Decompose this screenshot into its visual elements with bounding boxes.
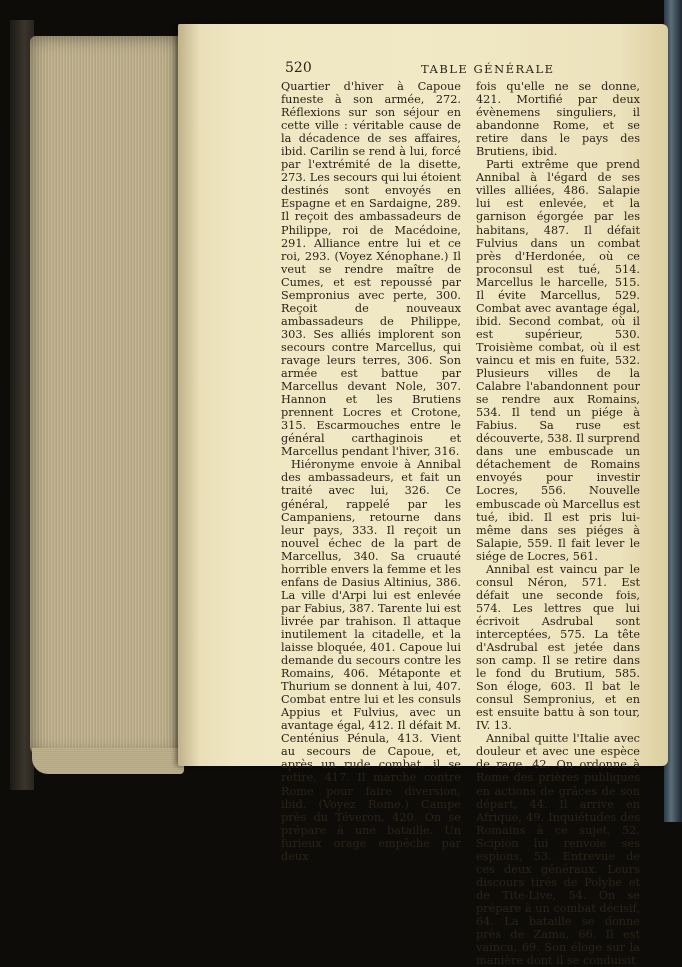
left-column xyxy=(281,80,461,863)
right-column xyxy=(476,80,640,967)
page-block-bottom xyxy=(32,748,184,774)
paragraph: Quartier d'hiver à Capoue funeste à son armée, 272. Réflexions sur son séjour en cette ville : véritable cause de la décadence de ses affaires, ibid. Carilin se rend à lui, forcé par l'extrémité de la disette, 273. Les secours qui lui étoient destinés sont envoyés en Espagne et en Sardaigne, 289. Il reçoit des ambassadeurs de Philippe, roi de Macédoine, 291. Alliance entre lui et ce roi, 293. (Voyez Xénophane.) Il veut se rendre maître de Cumes, et est repoussé par Sempronius avec perte, 300. Reçoit de nouveaux ambassadeurs de Philippe, 303. Ses alliés implorent son secours contre Marcellus, qui ravage leurs terres, 306. Son armée est battue par Marcellus devant Nole, 307. Hannon et les Brutiens prennent Locres et Crotone, 315. Escarmouches entre le général carthaginois et Marcellus pendant l'hiver, 316. xyxy=(281,80,461,459)
page-header xyxy=(285,60,645,78)
page-block-edge xyxy=(30,36,180,756)
paragraph: Hiéronyme envoie à Annibal des ambassadeurs, et fait un traité avec lui, 326. Ce général, rappelé par les Campaniens, retourne dans leur pays, 333. Il reçoit un nouvel échec de la part de Marcellus, 340. Sa cruauté horrible envers la femme et les enfans de Dasius Altinius, 386. La ville d'Arpi lui est enlevée par Fabius, 387. Tarente lui est livrée par trahison. Il attaque inutilement la citadelle, et la laisse bloquée, 401. Capoue lui demande du secours contre les Romains, 406. Métaponte et Thurium se donnent à lui, 407. Combat entre lui et les consuls Appius et Fulvius, avec un avantage égal, 412. Il défait M. Centénius Pénula, 413. Vient au secours de Capoue, et, après un rude combat, il se retire, 417. Il marche contre Rome pour faire diversion, ibid. (Voyez Rome.) Campe près du Téveron, 420. On se prépare à une bataille. Un furieux orage empêche par deux xyxy=(281,458,461,863)
paragraph: fois qu'elle ne se donne, 421. Mortifié par deux évènemens singuliers, il abandonne Rome, et se retire dans le pays des Brutiens, ibid. xyxy=(476,80,640,159)
running-head: TABLE GÉNÉRALE xyxy=(421,62,555,76)
paragraph: Annibal est vaincu par le consul Néron, 571. Est défait une seconde fois, 574. Les lettres que lui écrivoit Asdrubal sont interceptées, 575. La tête d'Asdrubal est jetée dans son camp. Il se retire dans le fond du Brutium, 585. Son éloge, 603. Il bat le consul Sempronius, et en est ensuite battu à son tour, IV. 13. xyxy=(476,562,640,733)
page-number: 520 xyxy=(285,60,312,76)
paragraph: Annibal quitte l'Italie avec douleur et avec une espèce de rage, 42. On ordonne à Rome des prières publiques en actions de grâces de son départ, 44. Il arrive en Afrique, 49. Inquiétudes des Romains à ce sujet, 52. Scipion lui renvoie ses espions, 53. Entrevue de ces deux généraux. Leurs discours tirés de Polybe et de Tite-Live, 54. On se prépare à un combat décisif, 64. La bataille se donne près de Zama, 66. Il est vaincu, 69. Son éloge sur la manière dont il se conduisit xyxy=(476,732,641,967)
paragraph: Parti extrême que prend Annibal à l'égard de ses villes alliées, 486. Salapie lui est enlevée, et la garnison égorgée par les habitans, 487. Il défait Fulvius dans un combat près d'Herdonée, où ce proconsul est tué, 514. Marcellus le harcelle, 515. Il évite Marcellus, 529. Combat avec avantage égal, ibid. Second combat, où il est supérieur, 530. Troisième combat, où il est vaincu et mis en fuite, 532. Plusieurs villes de la Calabre l'abandonnent pour se rendre aux Romains, 534. Il tend un piége à Fabius. Sa ruse est découverte, 538. Il surprend dans une embuscade un détachement de Romains envoyés pour investir Locres, 556. Nouvelle embuscade où Marcellus est tué, ibid. Il est pris lui-même dans ses piéges à Salapie, 559. Il fait lever le siége de Locres, 561. xyxy=(476,158,640,563)
